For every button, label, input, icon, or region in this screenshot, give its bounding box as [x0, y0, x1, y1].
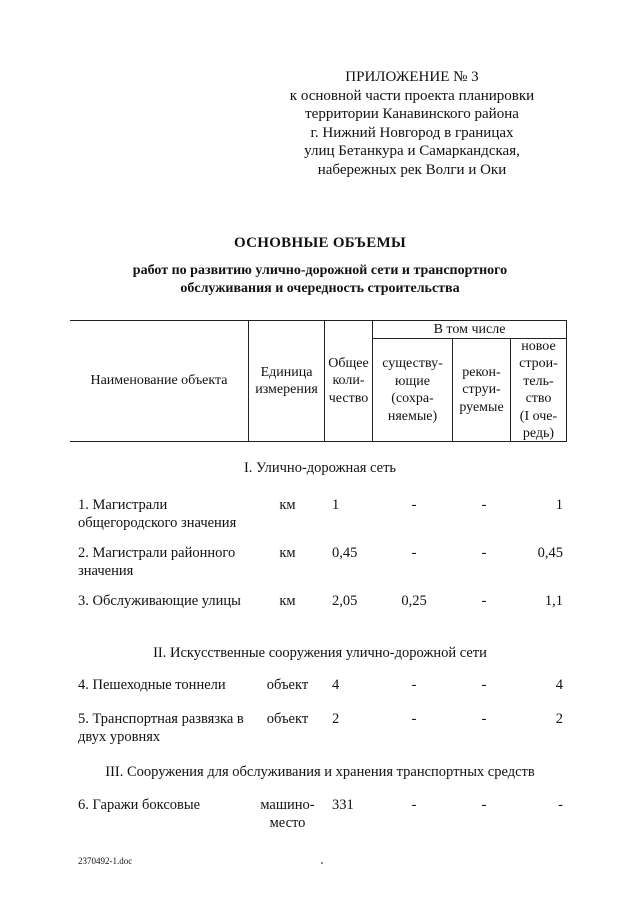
row-new: 1,1: [544, 593, 563, 609]
header-new: новое строи- тель- ство (I оче- редь): [519, 338, 558, 441]
header-existing: существу- ющие (сохра- няемые): [382, 356, 443, 424]
row-total: 331: [332, 797, 354, 813]
appendix-line: улиц Бетанкура и Самаркандская,: [304, 143, 520, 159]
row-unit: км: [279, 545, 296, 561]
appendix-header: [262, 68, 562, 179]
appendix-line: к основной части проекта планировки: [289, 87, 535, 104]
row-total: 1: [332, 497, 340, 513]
subtitle-line: обслуживания и очередность строительства: [180, 280, 460, 296]
header-right-border: [566, 320, 567, 441]
appendix-line: г. Нижний Новгород в границах: [310, 124, 514, 141]
header-name: Наименование объекта: [90, 373, 228, 389]
row-reconstructed: -: [481, 711, 487, 727]
section-heading: II. Искусственные сооружения улично-дорожной сети: [153, 645, 487, 661]
document-subtitle: [60, 262, 580, 297]
row-name: 5. Транспортная развязка в двух уровнях: [78, 711, 244, 745]
row-existing: -: [411, 677, 417, 693]
appendix-line: территории Канавинского района: [305, 106, 519, 122]
row-name: 6. Гаражи боксовые: [78, 797, 201, 813]
header-bottom-border: [70, 441, 567, 442]
row-unit: объект: [266, 677, 309, 693]
row-new: 2: [555, 711, 563, 727]
row-new: -: [558, 797, 563, 813]
section-heading: I. Улично-дорожная сеть: [243, 460, 397, 476]
row-name: 1. Магистрали общегородского значения: [78, 497, 237, 531]
row-existing: -: [411, 797, 417, 813]
row-total: 4: [332, 677, 340, 693]
row-existing: -: [411, 545, 417, 561]
row-total: 2,05: [332, 593, 358, 609]
header-total: Общее коли- чество: [328, 355, 369, 406]
subtitle-line: работ по развитию улично-дорожной сети и транспортного: [132, 263, 508, 278]
row-name: 3. Обслуживающие улицы: [78, 593, 241, 609]
row-new: 0,45: [537, 545, 563, 561]
row-reconstructed: -: [481, 497, 487, 513]
row-reconstructed: -: [481, 797, 487, 813]
appendix-line: набережных рек Волги и Оки: [317, 161, 507, 178]
header-reconstructed: рекон- струи- руемые: [459, 364, 504, 415]
row-reconstructed: -: [481, 593, 487, 609]
row-unit: км: [279, 593, 296, 609]
row-total: 2: [332, 711, 340, 727]
row-reconstructed: -: [481, 677, 487, 693]
page-mark: [321, 862, 323, 864]
section-heading: III. Сооружения для обслуживания и хранения транспортных средств: [105, 764, 535, 780]
row-name: 4. Пешеходные тоннели: [78, 677, 226, 693]
row-unit: км: [279, 497, 296, 513]
row-existing: 0,25: [401, 593, 427, 609]
row-name: 2. Магистрали районного значения: [78, 545, 236, 579]
row-unit: объект: [266, 711, 309, 727]
file-footer: 2370492-1.doc: [78, 856, 133, 866]
row-total: 0,45: [332, 545, 358, 561]
row-new: 4: [555, 677, 563, 693]
header-including: В том числе: [433, 321, 506, 337]
row-existing: -: [411, 497, 417, 513]
header-unit: Единица измерения: [255, 364, 318, 397]
row-existing: -: [411, 711, 417, 727]
document-title: ОСНОВНЫЕ ОБЪЕМЫ: [233, 235, 407, 251]
appendix-title: ПРИЛОЖЕНИЕ № 3: [345, 69, 479, 85]
row-unit: машино- место: [260, 797, 315, 831]
row-reconstructed: -: [481, 545, 487, 561]
row-new: 1: [555, 497, 563, 513]
